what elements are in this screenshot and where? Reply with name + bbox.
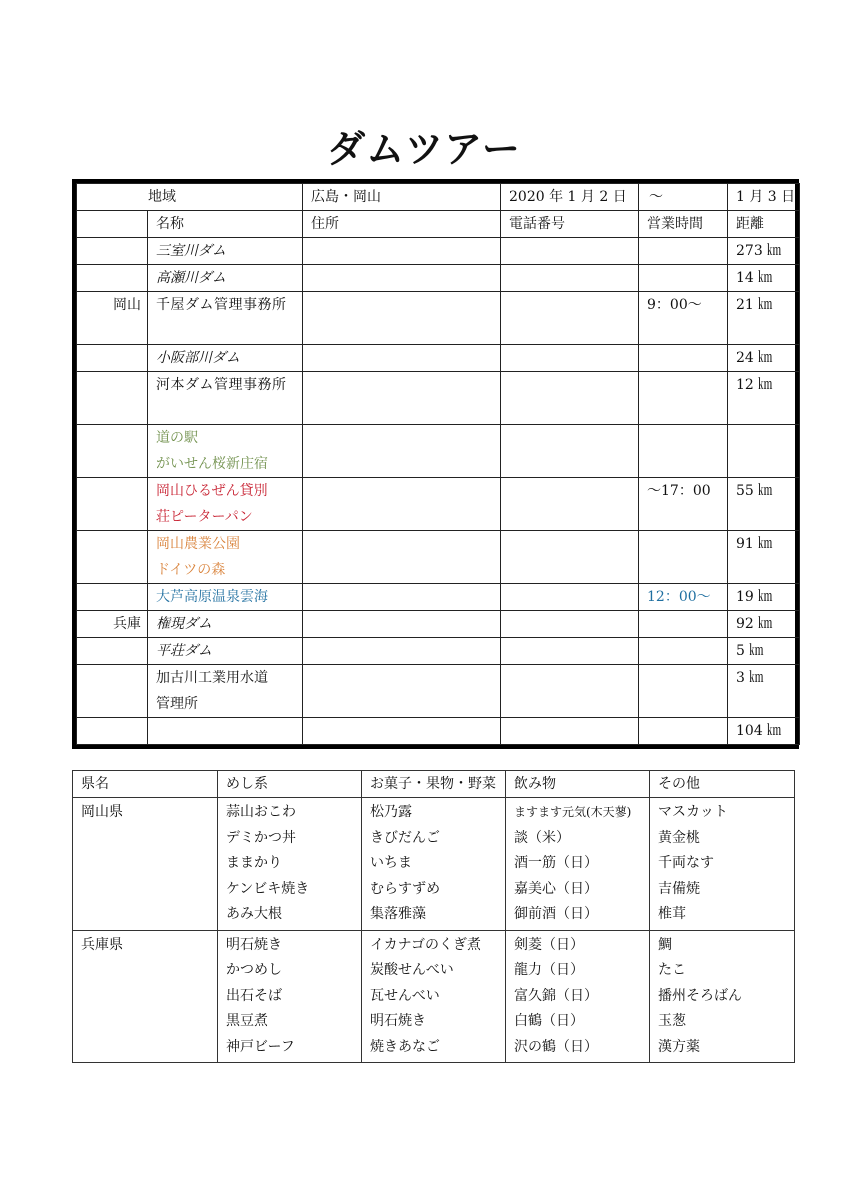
hours-header: 営業時間 (639, 211, 728, 238)
table-row (77, 345, 800, 372)
distance-cell: 3 ㎞ (728, 665, 800, 718)
distance-cell: 92 ㎞ (728, 611, 800, 638)
tilde-cell (639, 184, 728, 211)
phone-cell (501, 611, 639, 638)
phone-cell (501, 345, 639, 372)
list-item: 吉備焼 (658, 880, 700, 897)
list-item: 松乃露 (370, 804, 412, 820)
address-header: 住所 (303, 211, 501, 238)
total-row (77, 718, 800, 745)
local-food-table (72, 770, 794, 1063)
spot-name-line1: 岡山農業公園 (156, 536, 240, 552)
phone-header: 電話番号 (501, 211, 639, 238)
list-item: 明石焼き (226, 936, 282, 953)
hours-cell (639, 718, 728, 745)
total-distance-cell: 104 ㎞ (728, 718, 800, 745)
list-item: 播州そろばん (658, 987, 742, 1004)
list-item: 出石そば (226, 987, 282, 1004)
pref-cell: 岡山 (77, 292, 148, 345)
spot-name: 三室川ダム (148, 238, 303, 265)
address-cell (303, 611, 501, 638)
distance-cell: 91 ㎞ (728, 531, 800, 584)
spot-name-line2: 荘ピーターパン (156, 509, 253, 525)
list-item: 椎茸 (658, 906, 686, 922)
food-sweets-cell (362, 798, 506, 931)
list-item: 富久錦（日） (514, 987, 598, 1004)
page-title: ダムツアー (327, 127, 521, 171)
pref-cell (77, 265, 148, 292)
distance-header: 距離 (728, 211, 800, 238)
hours-cell (639, 665, 728, 718)
hours-cell (639, 345, 728, 372)
spot-name: 平荘ダム (148, 638, 303, 665)
list-item: かつめし (226, 962, 282, 978)
list-item: デミかつ丼 (226, 829, 296, 846)
table-row (77, 665, 800, 718)
address-cell (303, 265, 501, 292)
list-item: 蒜山おこわ (226, 804, 296, 820)
list-item: 御前酒（日） (514, 906, 598, 922)
food-pref-cell (73, 930, 218, 1063)
distance-cell: 5 ㎞ (728, 638, 800, 665)
spot-name-line1: 岡山ひるぜん貸別 (156, 483, 268, 499)
table-row (77, 372, 800, 425)
list-item: 龍力（日） (514, 962, 584, 978)
pref-cell: 兵庫 (77, 611, 148, 638)
pref-cell (77, 372, 148, 425)
distance-cell: 21 ㎞ (728, 292, 800, 345)
hours-cell (639, 425, 728, 478)
food-drinks-cell (506, 798, 650, 931)
hours-cell (639, 531, 728, 584)
region-label-cell (77, 184, 303, 211)
table-row (77, 238, 800, 265)
table-row (77, 292, 800, 345)
food-sweets-cell (362, 930, 506, 1063)
list-item: 神戸ビーフ (226, 1038, 295, 1055)
food-header-drinks: 飲み物 (506, 771, 650, 798)
list-item: 黄金桃 (658, 829, 700, 846)
address-cell (303, 345, 501, 372)
spot-name-line2: ドイツの森 (156, 562, 226, 578)
address-cell (303, 531, 501, 584)
phone-cell (501, 478, 639, 531)
address-cell (303, 638, 501, 665)
food-other-cell (650, 930, 795, 1063)
food-header-pref: 県名 (73, 771, 218, 798)
region-label: 地域 (148, 189, 176, 205)
spot-name: 権現ダム (148, 611, 303, 638)
distance-cell: 24 ㎞ (728, 345, 800, 372)
list-item: マスカット (658, 804, 728, 820)
table-row (77, 611, 800, 638)
food-header-sweets: お菓子・果物・野菜 (362, 771, 506, 798)
column-header-row (77, 211, 800, 238)
distance-cell: 55 ㎞ (728, 478, 800, 531)
pref-cell (77, 665, 148, 718)
phone-cell (501, 584, 639, 611)
pref-cell (77, 531, 148, 584)
spot-name: 河本ダム管理事務所 (148, 372, 303, 425)
hours-cell (639, 611, 728, 638)
table-row (77, 584, 800, 611)
address-cell (303, 425, 501, 478)
date-tilde: ～ (649, 189, 663, 205)
table-row (77, 265, 800, 292)
spot-name (148, 531, 303, 584)
list-item: 玉葱 (658, 1013, 686, 1029)
food-other-cell (650, 798, 795, 931)
list-item: 明石焼き (370, 1013, 426, 1029)
address-cell (303, 718, 501, 745)
list-item: 談（米） (514, 829, 570, 846)
list-item: 酒一筋（日） (514, 855, 598, 871)
list-item: ケンビキ焼き (226, 880, 310, 897)
food-header-row (73, 771, 795, 798)
list-item: 千両なす (658, 855, 714, 871)
food-pref: 兵庫県 (81, 936, 123, 953)
food-pref-cell (73, 798, 218, 931)
list-item: 黒豆煮 (226, 1013, 268, 1029)
list-item: 瓦せんべい (370, 987, 440, 1004)
distance-cell: 12 ㎞ (728, 372, 800, 425)
date-from-cell (501, 184, 639, 211)
hours-cell (639, 638, 728, 665)
tour-itinerary-table (72, 179, 799, 749)
phone-cell (501, 372, 639, 425)
spot-name: 千屋ダム管理事務所 (148, 292, 303, 345)
hours-cell (639, 372, 728, 425)
address-cell (303, 584, 501, 611)
region-date-row (77, 184, 800, 211)
pref-cell (77, 584, 148, 611)
phone-cell (501, 638, 639, 665)
address-cell (303, 665, 501, 718)
list-item: 漢方薬 (658, 1038, 700, 1055)
spot-name-line1: 加古川工業用水道 (156, 670, 268, 686)
list-item: イカナゴのくぎ煮 (370, 936, 482, 953)
spot-name (148, 478, 303, 531)
list-item: むらすずめ (370, 880, 441, 897)
food-row-okayama (73, 798, 795, 931)
spot-name (148, 425, 303, 478)
hours-cell: ～17：00 (639, 478, 728, 531)
distance-cell: 273 ㎞ (728, 238, 800, 265)
phone-cell (501, 718, 639, 745)
phone-cell (501, 238, 639, 265)
spot-name: 高瀬川ダム (148, 265, 303, 292)
hours-cell (639, 238, 728, 265)
food-meals-cell (218, 930, 362, 1063)
table-row (77, 478, 800, 531)
food-header-other: その他 (650, 771, 795, 798)
food-meals-cell (218, 798, 362, 931)
spot-name-line1: 道の駅 (156, 430, 198, 446)
food-header-meals: めし系 (218, 771, 362, 798)
table-row (77, 638, 800, 665)
address-cell (303, 238, 501, 265)
list-item: 焼きあなご (370, 1038, 440, 1055)
food-row-hyogo (73, 930, 795, 1063)
spot-name: 小阪部川ダム (148, 345, 303, 372)
phone-cell (501, 665, 639, 718)
list-item: ままかり (226, 855, 282, 871)
spot-name-line2: がいせん桜新庄宿 (156, 456, 268, 472)
list-item: 集落雅藻 (370, 906, 426, 922)
pref-cell (77, 718, 148, 745)
spot-name-line2: 管理所 (156, 696, 198, 712)
table-row (77, 531, 800, 584)
pref-cell (77, 638, 148, 665)
hours-cell: 12：00～ (639, 584, 728, 611)
distance-cell: 19 ㎞ (728, 584, 800, 611)
distance-cell: 14 ㎞ (728, 265, 800, 292)
distance-cell (728, 425, 800, 478)
list-item: あみ大根 (226, 906, 282, 922)
food-pref: 岡山県 (81, 804, 123, 820)
address-cell (303, 372, 501, 425)
list-item: ますます元気(木天蓼) (514, 805, 632, 819)
phone-cell (501, 531, 639, 584)
pref-cell (77, 425, 148, 478)
list-item: たこ (658, 962, 686, 978)
pref-cell (77, 478, 148, 531)
table-row (77, 425, 800, 478)
date-to: 1 月 3 日 (736, 189, 796, 205)
spot-name (148, 718, 303, 745)
region-value-cell (303, 184, 501, 211)
list-item: いちま (370, 855, 412, 871)
list-item: 鯛 (658, 936, 672, 953)
list-item: 沢の鶴（日） (514, 1038, 598, 1055)
list-item: 嘉美心（日） (514, 880, 598, 897)
phone-cell (501, 265, 639, 292)
pref-cell (77, 238, 148, 265)
list-item: 白鶴（日） (514, 1013, 584, 1029)
date-to-cell (728, 184, 800, 211)
address-cell (303, 478, 501, 531)
list-item: 剣菱（日） (514, 936, 584, 953)
spot-name: 大芦高原温泉雲海 (148, 584, 303, 611)
name-header: 名称 (148, 211, 303, 238)
phone-cell (501, 292, 639, 345)
pref-cell (77, 345, 148, 372)
phone-cell (501, 425, 639, 478)
region-value: 広島・岡山 (311, 189, 381, 205)
pref-header (77, 211, 148, 238)
food-drinks-cell (506, 930, 650, 1063)
address-cell (303, 292, 501, 345)
spot-name (148, 665, 303, 718)
date-from: 2020 年 1 月 2 日 (509, 189, 627, 205)
list-item: きびだんご (370, 829, 440, 846)
list-item: 炭酸せんべい (370, 962, 454, 978)
hours-cell: 9：00～ (639, 292, 728, 345)
hours-cell (639, 265, 728, 292)
